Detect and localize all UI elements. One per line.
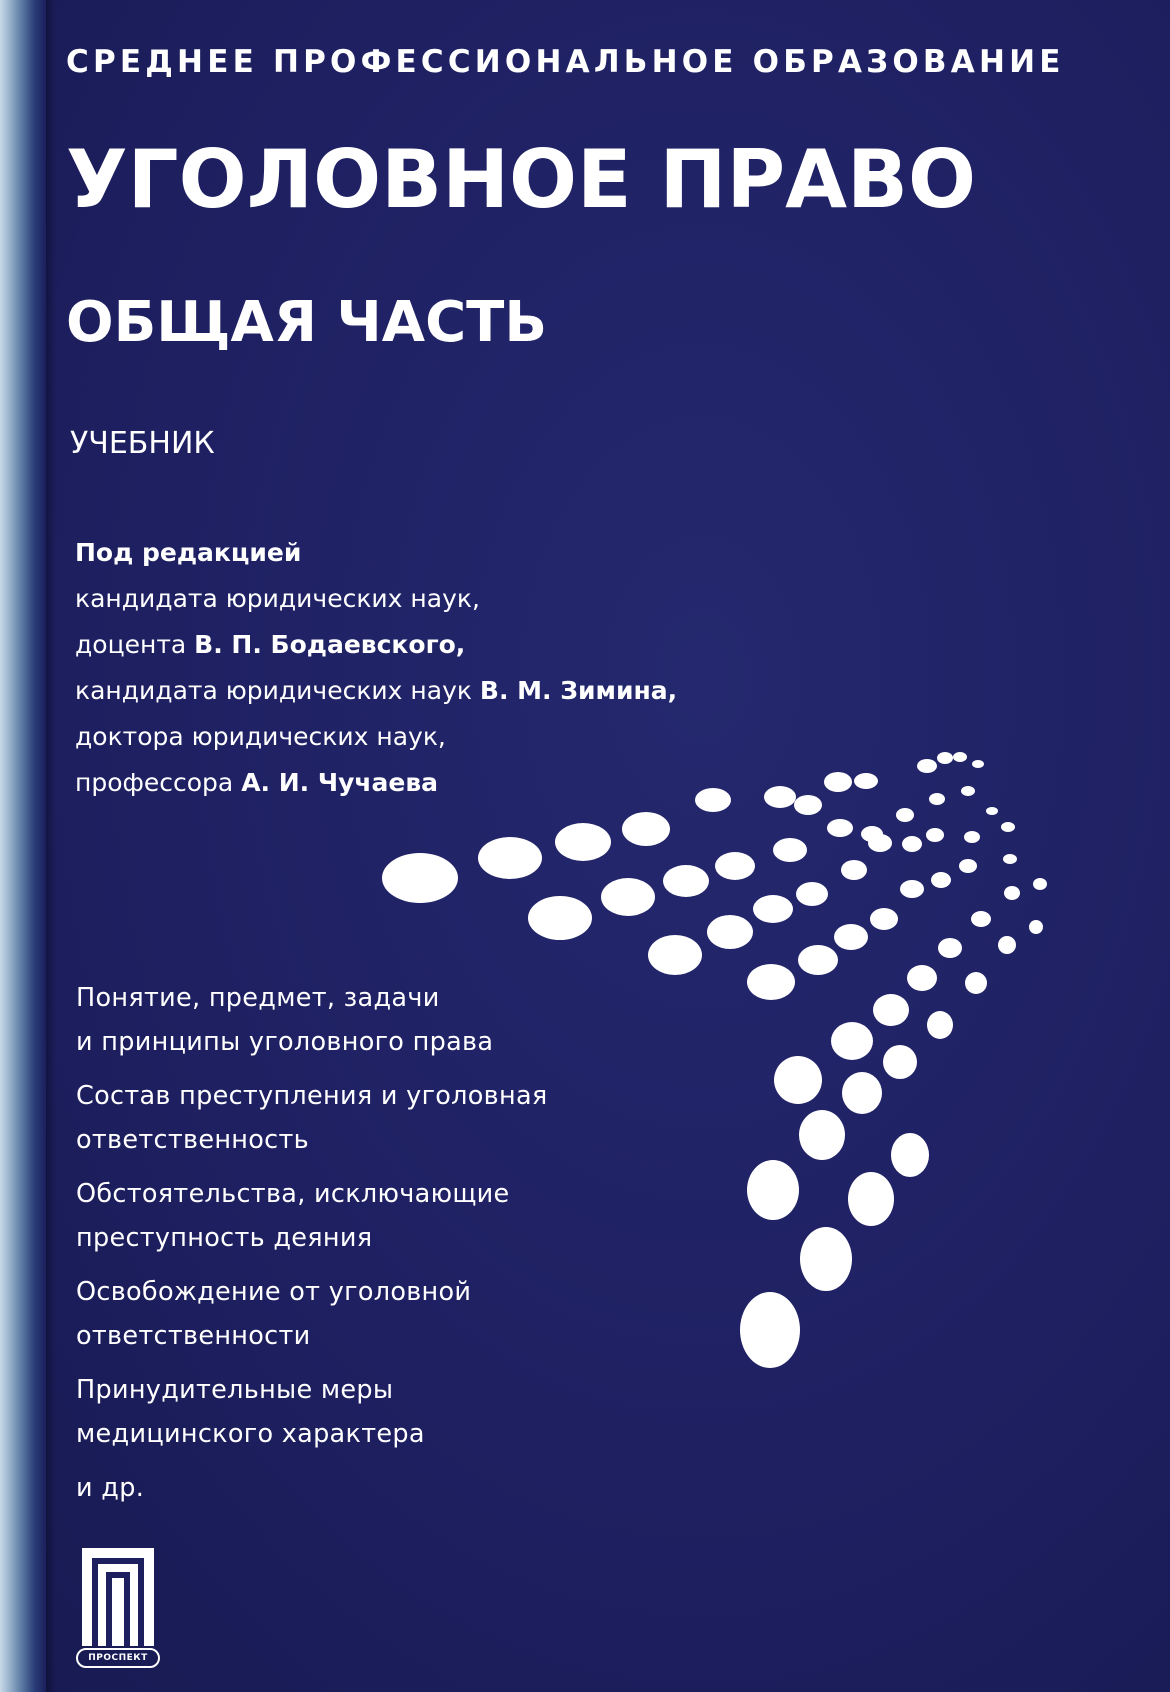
decorative-dot	[926, 828, 944, 842]
decorative-dot	[842, 1072, 882, 1114]
decorative-dot	[799, 1110, 845, 1160]
decorative-dot	[796, 882, 828, 906]
spine-shadow	[46, 0, 56, 1692]
editor-credential: доцента	[75, 630, 195, 659]
decorative-dot	[800, 1227, 852, 1291]
decorative-dot	[695, 788, 731, 812]
decorative-dot	[663, 865, 709, 897]
topic-item	[76, 1074, 548, 1162]
decorative-dot	[382, 853, 458, 903]
editor-line	[75, 576, 677, 622]
decorative-dot	[953, 752, 967, 762]
topic-line: преступность деяния	[76, 1223, 373, 1253]
decorative-dot	[937, 752, 953, 764]
decorative-dot	[961, 786, 975, 796]
decorative-dot	[773, 838, 807, 862]
decorative-dot	[798, 945, 838, 975]
decorative-dot	[648, 935, 702, 975]
editor-line	[75, 760, 677, 806]
topic-item	[76, 1368, 548, 1456]
book-subtitle: ОБЩАЯ ЧАСТЬ	[66, 290, 548, 355]
topic-line: ответственность	[76, 1125, 309, 1155]
decorative-dot	[715, 852, 755, 880]
editor-credential: профессора	[75, 768, 242, 797]
decorative-dot	[917, 759, 937, 773]
editor-line	[75, 622, 677, 668]
decorative-dot	[891, 1133, 929, 1177]
editor-name: А. И. Чучаева	[241, 768, 439, 797]
editor-name: В. П. Бодаевского,	[194, 630, 466, 659]
book-title: УГОЛОВНОЕ ПРАВО	[66, 133, 977, 226]
decorative-dot	[896, 808, 914, 822]
decorative-dot	[938, 938, 962, 958]
decorative-dot	[986, 807, 998, 815]
decorative-dot	[831, 1022, 873, 1060]
topics-etc: и др.	[76, 1473, 145, 1503]
decorative-dot	[870, 908, 898, 930]
decorative-dot	[1029, 920, 1043, 934]
decorative-dot	[873, 994, 909, 1026]
decorative-dot	[753, 895, 793, 923]
decorative-dot	[1033, 878, 1047, 890]
decorative-dot	[827, 819, 853, 837]
editor-credential: доктора юридических наук,	[75, 722, 446, 751]
decorative-dot	[1001, 822, 1015, 832]
topic-line: Состав преступления и уголовная	[76, 1081, 548, 1111]
editor-name: В. М. Зимина,	[479, 676, 678, 705]
editors-block	[75, 530, 677, 806]
decorative-dot	[622, 812, 670, 846]
publisher-logo	[76, 1548, 160, 1674]
topic-line: и принципы уголовного права	[76, 1027, 494, 1057]
decorative-dot	[965, 972, 987, 994]
decorative-dot	[824, 772, 852, 792]
topic-line: ответственности	[76, 1321, 311, 1351]
decorative-dot	[747, 964, 795, 1000]
publisher-name: ПРОСПЕКТ	[76, 1648, 160, 1668]
topic-item	[76, 1172, 548, 1260]
decorative-dot	[927, 1011, 953, 1039]
decorative-dot	[764, 786, 796, 808]
editors-heading: Под редакцией	[75, 538, 302, 567]
decorative-dot	[1003, 854, 1017, 864]
decorative-dot	[1004, 886, 1020, 900]
editor-credential: кандидата юридических наук	[75, 676, 480, 705]
decorative-dot	[834, 924, 868, 950]
decorative-dot	[747, 1160, 799, 1220]
publisher-building-icon	[76, 1548, 160, 1648]
decorative-dot	[555, 823, 611, 861]
editor-credential: кандидата юридических наук,	[75, 584, 480, 613]
decorative-dot	[794, 795, 822, 815]
decorative-dot	[528, 896, 592, 940]
topic-item	[76, 976, 548, 1064]
decorative-dot	[883, 1045, 917, 1079]
book-spine-edge	[0, 0, 46, 1692]
editor-line	[75, 668, 677, 714]
topic-line: Освобождение от уголовной	[76, 1277, 472, 1307]
decorative-dot	[964, 831, 980, 843]
decorative-dot	[740, 1292, 800, 1368]
topic-line: Обстоятельства, исключающие	[76, 1179, 510, 1209]
topic-line: Понятие, предмет, задачи	[76, 983, 440, 1013]
decorative-dot	[971, 911, 991, 927]
decorative-dot	[929, 793, 945, 805]
decorative-dot	[841, 860, 867, 880]
decorative-dot	[478, 837, 542, 879]
decorative-dot	[931, 872, 951, 888]
decorative-dot	[959, 859, 977, 873]
decorative-dot	[854, 773, 878, 789]
decorative-dot	[902, 836, 922, 852]
decorative-dot	[868, 834, 892, 852]
decorative-dot	[998, 936, 1016, 954]
book-type: УЧЕБНИК	[70, 426, 215, 461]
decorative-dot	[707, 915, 753, 949]
series-title: СРЕДНЕЕ ПРОФЕССИОНАЛЬНОЕ ОБРАЗОВАНИЕ	[66, 44, 1065, 80]
topic-line: Принудительные меры	[76, 1375, 394, 1405]
topics-list	[76, 976, 548, 1510]
topic-line: медицинского характера	[76, 1419, 425, 1449]
decorative-dot	[907, 965, 937, 991]
editor-line	[75, 714, 677, 760]
decorative-dot	[848, 1172, 894, 1226]
topic-item	[76, 1270, 548, 1358]
decorative-dot	[774, 1056, 822, 1104]
decorative-dot	[601, 878, 655, 916]
decorative-dot	[900, 880, 924, 898]
decorative-dot	[972, 760, 984, 768]
decorative-dot	[861, 826, 883, 842]
